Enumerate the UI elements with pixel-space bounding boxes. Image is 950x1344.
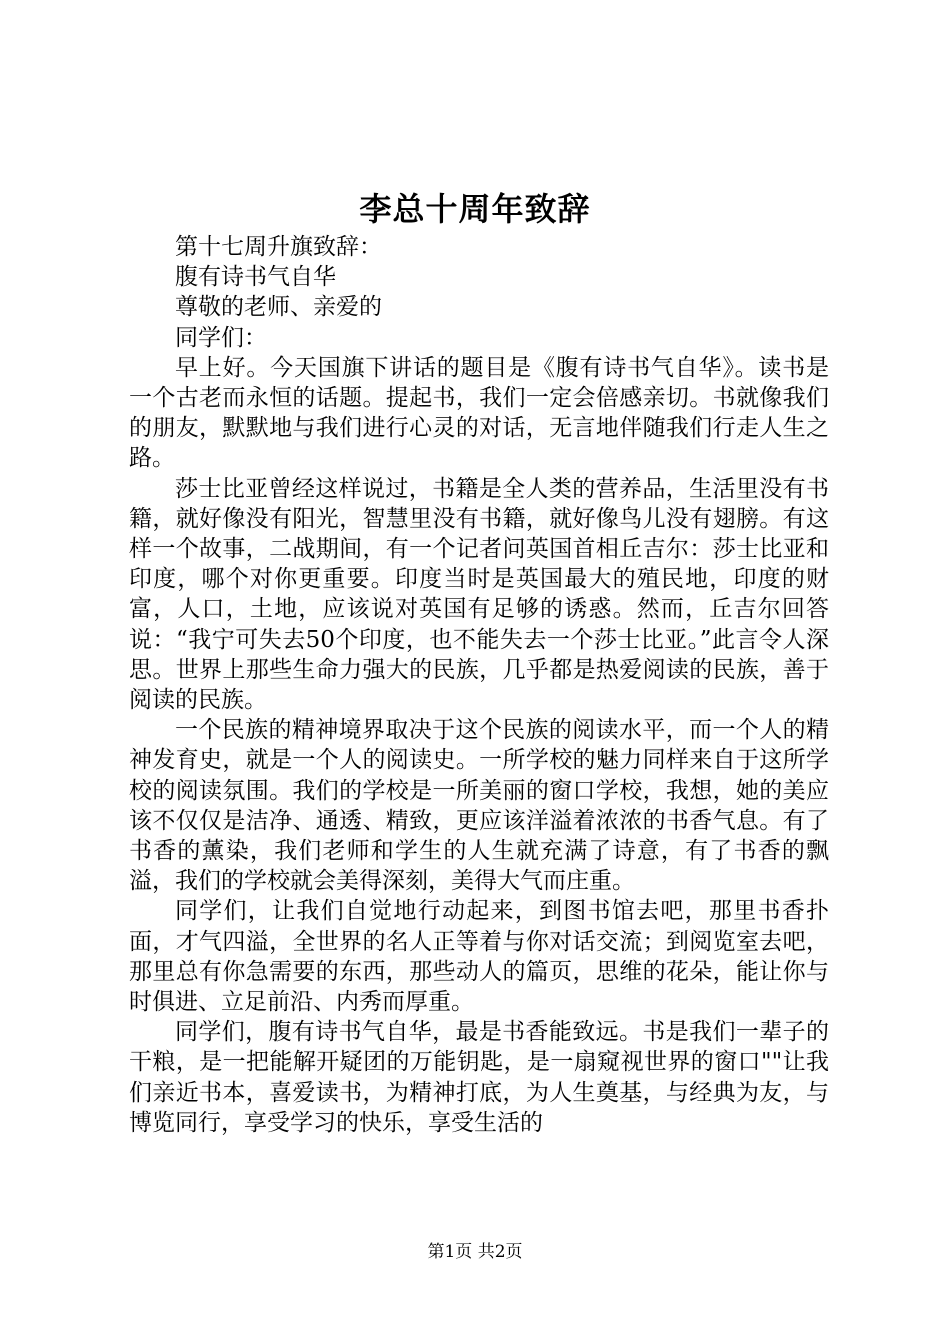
paragraph-subtitle: 腹有诗书气自华 xyxy=(175,264,336,291)
paragraph-opening: 早上好。今天国旗下讲话的题目是《腹有诗书气自华》。读书是一个古老而永恒的话题。提起书，我们一定会倍感亲切。书就像我们的朋友，默默地与我们进行心灵的对话，无言地伴随我们行走人生之路。 xyxy=(129,354,829,472)
paragraph-greeting: 尊敬的老师、亲爱的 xyxy=(175,294,382,321)
paragraph-greeting-cont: 同学们： xyxy=(175,324,267,351)
document-title: 李总十周年致辞 xyxy=(359,190,591,228)
page-footer: 第1页 共2页 xyxy=(427,1242,523,1262)
paragraph-closing: 同学们，腹有诗书气自华，最是书香能致远。书是我们一辈子的干粮，是一把能解开疑团的万能钥匙，是一扇窥视世界的窗口""让我们亲近书本，喜爱读书，为精神打底，为人生奠基，与经典为友，与博览同行，享受学习的快乐，享受生活的 xyxy=(129,1019,829,1136)
document-body xyxy=(129,232,829,1138)
paragraph-library: 同学们，让我们自觉地行动起来，到图书馆去吧，那里书香扑面，才气四溢，全世界的名人正等着与你对话交流；到阅览室去吧，那里总有你急需要的东西，那些动人的篇页，思维的花朵，能让你与时俱进、立足前沿、内秀而厚重。 xyxy=(129,898,829,1016)
paragraph-salutation-heading: 第十七周升旗致辞： xyxy=(175,234,382,260)
paragraph-shakespeare: 莎士比亚曾经这样说过，书籍是全人类的营养品，生活里没有书籍，就好像没有阳光，智慧里没有书籍，就好像鸟儿没有翅膀。有这样一个故事，二战期间，有一个记者问英国首相丘吉尔：莎士比亚和印度，哪个对你更重要。印度当时是英国最大的殖民地，印度的财富，人口，土地，应该说对英国有足够的诱惑。然而，丘吉尔回答说：“我宁可失去50个印度，也不能失去一个莎士比亚。”此言令人深思。世界上那些生命力强大的民族，几乎都是热爱阅读的民族，善于阅读的民族。 xyxy=(129,475,829,714)
paragraph-national-spirit: 一个民族的精神境界取决于这个民族的阅读水平，而一个人的精神发育史，就是一个人的阅读史。一所学校的魅力同样来自于这所学校的阅读氛围。我们的学校是一所美丽的窗口学校，我想，她的美应该不仅仅是洁净、通透、精致，更应该洋溢着浓浓的书香气息。有了书香的薰染，我们老师和学生的人生就充满了诗意，有了书香的飘溢，我们的学校就会美得深刻，美得大气而庄重。 xyxy=(129,717,829,895)
